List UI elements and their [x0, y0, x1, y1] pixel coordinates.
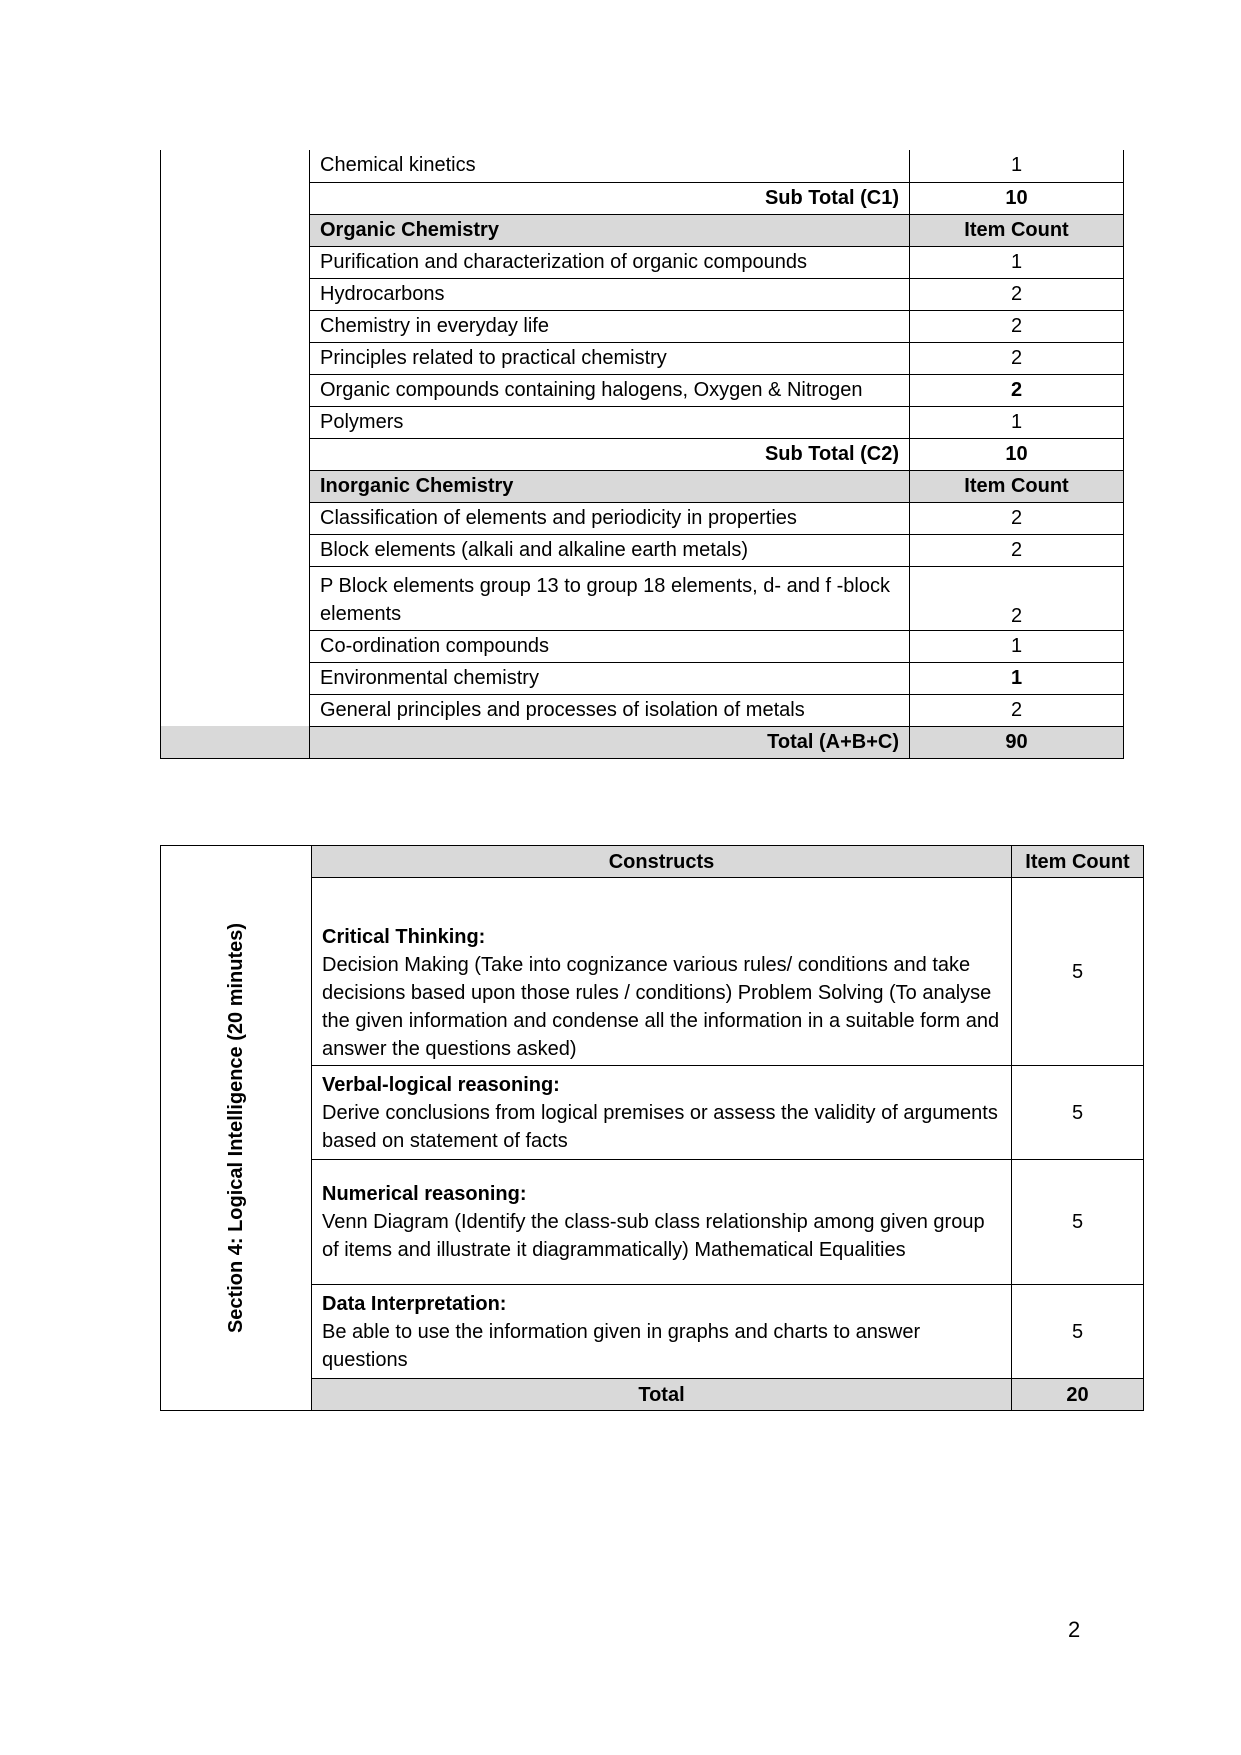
count-cell: 2	[910, 566, 1124, 630]
count-cell: 1	[910, 246, 1124, 278]
count-cell: 5	[1012, 878, 1144, 1066]
topic-cell: Block elements (alkali and alkaline earth metals)	[310, 534, 910, 566]
topic-cell: Classification of elements and periodicity in properties	[310, 502, 910, 534]
category-header: Organic Chemistry	[310, 214, 910, 246]
construct-desc: Decision Making (Take into cognizance various rules/ conditions and take decisions based upon those rules / conditions) Problem Solving (To analyse the given information and condense all the information in a suitable form and answer the questions asked)	[322, 954, 1000, 1060]
topic-cell: Polymers	[310, 406, 910, 438]
topic-cell: Hydrocarbons	[310, 278, 910, 310]
count-cell: 5	[1012, 1285, 1144, 1379]
topic-cell: Organic compounds containing halogens, Oxygen & Nitrogen	[310, 374, 910, 406]
total-row	[161, 726, 1124, 758]
section-blank-cell	[161, 150, 310, 726]
subtotal-value: 10	[910, 438, 1124, 470]
construct-title: Verbal-logical reasoning:	[322, 1073, 560, 1096]
construct-cell	[312, 1285, 1012, 1379]
topic-cell: Chemical kinetics	[310, 150, 910, 182]
table-row	[161, 150, 1124, 182]
constructs-header: Constructs	[312, 846, 1012, 878]
item-count-header: Item Count	[910, 470, 1124, 502]
construct-desc: Derive conclusions from logical premises or assess the validity of arguments based on statement of facts	[322, 1101, 998, 1152]
construct-desc: Be able to use the information given in graphs and charts to answer questions	[322, 1320, 921, 1371]
total-value: 20	[1012, 1379, 1144, 1411]
logical-intelligence-table	[160, 845, 1144, 1411]
count-cell: 2	[910, 342, 1124, 374]
header-row	[161, 846, 1144, 878]
count-cell: 1	[910, 150, 1124, 182]
construct-title: Critical Thinking:	[322, 926, 486, 948]
subtotal-label: Sub Total (C1)	[310, 182, 910, 214]
topic-cell: General principles and processes of isolation of metals	[310, 694, 910, 726]
count-cell: 5	[1012, 1066, 1144, 1160]
count-cell: 2	[910, 310, 1124, 342]
category-header: Inorganic Chemistry	[310, 470, 910, 502]
count-cell: 1	[910, 662, 1124, 694]
count-cell: 2	[910, 278, 1124, 310]
subtotal-label: Sub Total (C2)	[310, 438, 910, 470]
topic-cell: Co-ordination compounds	[310, 630, 910, 662]
page-number: 2	[1068, 1617, 1081, 1642]
total-value: 90	[910, 726, 1124, 758]
count-cell: 2	[910, 694, 1124, 726]
construct-cell	[312, 1066, 1012, 1160]
count-cell: 2	[910, 534, 1124, 566]
total-blank-cell	[161, 726, 310, 758]
topic-cell: P Block elements group 13 to group 18 elements, d- and f -block elements	[310, 566, 910, 630]
construct-title: Numerical reasoning:	[322, 1183, 527, 1205]
construct-cell	[312, 878, 1012, 1066]
construct-cell	[312, 1160, 1012, 1285]
topic-cell: Environmental chemistry	[310, 662, 910, 694]
count-cell: 2	[910, 374, 1124, 406]
count-cell: 1	[910, 406, 1124, 438]
count-cell: 1	[910, 630, 1124, 662]
section-label: Section 4: Logical Intelligence (20 minutes)	[225, 922, 247, 1334]
total-label: Total	[312, 1379, 1012, 1411]
count-cell: 2	[910, 502, 1124, 534]
section-label-cell	[161, 846, 312, 1411]
item-count-header: Item Count	[910, 214, 1124, 246]
subtotal-value: 10	[910, 182, 1124, 214]
chemistry-topics-table	[160, 150, 1124, 759]
count-cell: 5	[1012, 1160, 1144, 1285]
item-count-header: Item Count	[1012, 846, 1144, 878]
topic-cell: Principles related to practical chemistry	[310, 342, 910, 374]
topic-cell: Chemistry in everyday life	[310, 310, 910, 342]
topic-cell: Purification and characterization of organic compounds	[310, 246, 910, 278]
construct-title: Data Interpretation:	[322, 1292, 507, 1315]
construct-desc: Venn Diagram (Identify the class-sub class relationship among given group of items and illustrate it diagrammatically) Mathematical Equalities	[322, 1211, 985, 1261]
total-label: Total (A+B+C)	[310, 726, 910, 758]
